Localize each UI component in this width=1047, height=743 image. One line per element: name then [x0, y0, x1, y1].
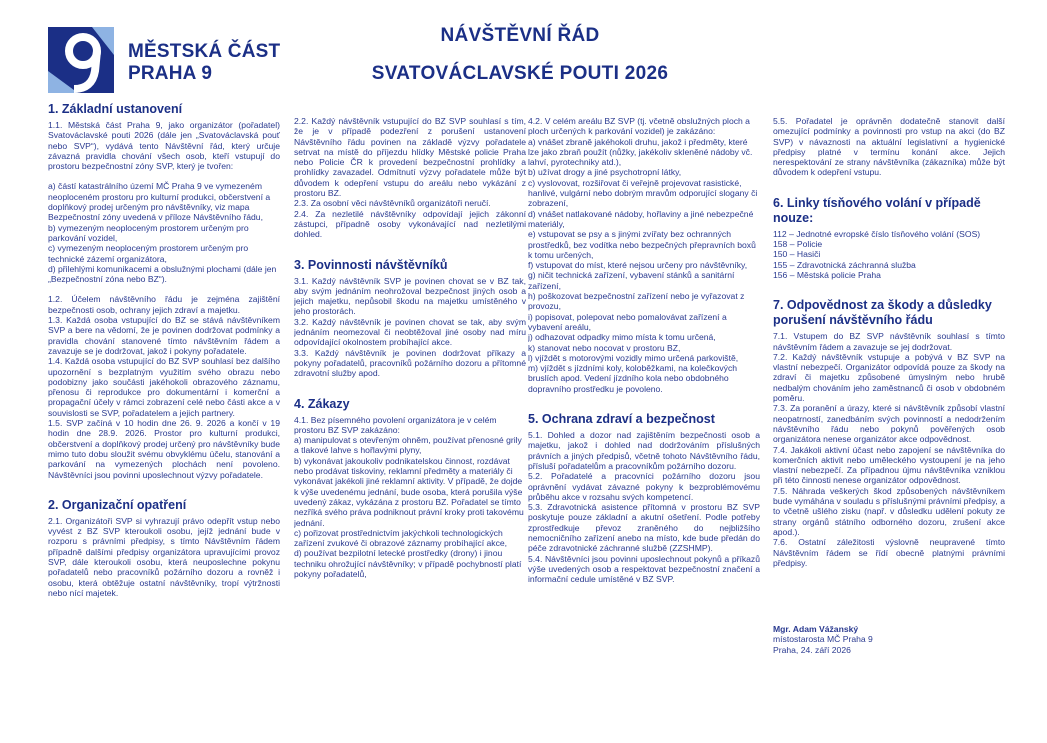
section-5-para-1: 5.1. Dohled a dozor nad zajištěním bezpečnosti osob a majetku, jakož i dohled nad dodržováním příslušných právních a jiných předpisů, včetně tohoto Návštěvního řádu, přísluší pořadatelům a pracovníkům požárního dozoru. 5.2. Pořadatelé a pracovníci požárního dozoru jsou oprávnění vydávat závazné pokyny k bezproblémovému průběhu akce v rozsahu svých kompetencí. 5.3. Zdravotnická asistence přítomná v prostoru BZ SVP poskytuje pouze základní a akutní ošetření. Podle potřeby zprostředkuje převoz zraněného do nejbližšího nemocničního zařízení anebo na místo, kde bude předán do péče zdravotnické záchranné službě (ZZSHMP). 5.4. Návštěvníci jsou povinni uposlechnout pokynů a příkazů výše uvedených osob a respektovat bezpečnostní značení a informační cedule umístěné v BZ SVP. — [528, 430, 760, 585]
logo — [48, 27, 281, 93]
column-2 — [294, 116, 526, 579]
page-title: NÁVŠTĚVNÍ ŘÁD — [440, 25, 600, 46]
section-4-para-2: 4.2. V celém areálu BZ SVP (tj. včetně obslužných ploch a ploch určených k parkování vozidel) je zakázáno: a) vnášet zbraně jakéhokoli druhu, jakož i předměty, které lze jako zbraň použít (nůžky, jakékoliv skleněné nádoby vč. lahví, pyrotechniky atd.), b) užívat drogy a jiné psychotropní látky, c) vyslovovat, rozšiřovat či veřejně projevovat rasistické, hanlivé, vulgární nebo dobrým mravům odporující slogany či zobrazení, d) vnášet natlakované nádoby, hořlaviny a jiné nebezpečné materiály, e) vstupovat se psy a s jinými zvířaty bez ochranných prostředků, bez vodítka nebo bezpečných přepravních boxů k tomu určených, f) vstupovat do míst, které nejsou určeny pro návštěvníky, g) ničit technická zařízení, vybavení stánků a sanitární zařízení, h) poškozovat bezpečnostní zařízení nebo je vyřazovat z provozu, i) popisovat, polepovat nebo pomalovávat zařízení a vybavení areálu, j) odhazovat odpadky mimo místa k tomu určená, k) stanovat nebo nocovat v prostoru BZ, l) vjíždět s motorovými vozidly mimo určená parkoviště, m) vjíždět s jízdními koly, koloběžkami, na kolečkových bruslích apod. Vedení jízdního kola nebo obdobného dopravního prostředku je povoleno. — [528, 116, 758, 394]
section-3-title: 3. Povinnosti návštěvníků — [294, 257, 448, 272]
section-2-para-2: 2.2. Každý návštěvník vstupující do BZ SVP souhlasí s tím, že je v případě podezření z porušení ustanovení Návštěvního řádu povinen na základě výzvy pořadatele setrvat na místě do příjezdu hlídky Městské policie Praha nebo Policie ČR k provedení bezpečnostní prohlídky a prohlídky zavazadel. Odmítnutí výzvy pořadatele může být důvodem k odepření vstupu do areálu nebo vykázání z prostoru BZ. 2.3. Za osobní věci návštěvníků organizátoři neručí. 2.4. Za nezletilé návštěvníky odpovídají jejich zákonní zástupci, případně osoby vykonávající nad nezletilými dohled. — [294, 116, 526, 240]
section-7-para-1: 7.1. Vstupem do BZ SVP návštěvník souhlasí s tímto návštěvním řádem a zavazuje se jej dodržovat. 7.2. Každý návštěvník vstupuje a pobývá v BZ SVP na vlastní nebezpečí. Organizátor odpovídá pouze za škody na zdraví či majetku způsobené úmyslným nebo hrubě nedbalým chováním jeho zaměstnanců či osob v obdobném poměru. 7.3. Za poranění a úrazy, které si návštěvník způsobí vlastní neopatrností, zanedbáním svých povinností a nedodržením návštěvního řádu nebo pokynů pověřených osob organizátora nenese organizátor akce odpovědnost. 7.4. Jakákoli aktivní účast nebo zapojení se návštěvníka do komerčních aktivit nebo uměleckého vystoupení je na jeho vlastní nebezpečí. Za případnou újmu návštěvníka vzniklou při této činnosti nenese organizátor odpovědnost. 7.5. Náhrada veškerých škod způsobených návštěvníkem bude vymáhána v souladu s příslušnými právními předpisy, a to včetně ušlého zisku (např. v důsledku udělení pokuty ze strany orgánů státního odborného dozoru, zrušení akce apod.). 7.6. Ostatní záležitosti výslovně neupravené tímto Návštěvním řádem se řídí obecně platnými právními předpisy. — [773, 331, 1005, 568]
section-2-para-1: 2.1. Organizátoři SVP si vyhrazují právo odepřít vstup nebo vyvést z BZ SVP kteroukoli osobu, jejíž jednání bude v rozporu s právními předpisy, s tímto Návštěvním řádem případně dalšími předpisy organizátora upravujícími provoz SVP, dále kteroukoli osobu, která neuposlechne pokynu pořadatelů nebo pracovníků požárního dozoru a rovněž i osobu, která obtěžuje ostatní návštěvníky, tropí výtržnosti nebo nící majetek. — [48, 515, 280, 598]
section-5-para-2: 5.5. Pořadatel je oprávněn dodatečně stanovit další omezující podmínky a povinnosti pro vstup na akci (do BZ SVP) v návaznosti na aktuální legislativní a hygienické předpisy platné v termínu konání akce. Jejich nerespektování ze strany návštěvníka (zákazníka) může být důvodem k odepření vstupu. — [773, 116, 1005, 178]
signature-name: Mgr. Adam Vážanský — [773, 624, 859, 635]
section-6-title: 6. Linky tísňového volání v případě nouze: — [773, 195, 981, 225]
praha9-logo-mark — [48, 27, 114, 93]
section-1-para-3: 1.2. Účelem návštěvního řádu je zejména zajištění bezpečnosti osob, ochrany jejich zdraví a majetku. 1.3. Každá osoba vstupující do BZ se stává návštěvníkem SVP a bere na vědomí, že je povinen dodržovat podmínky a pravidla chování stanovené tímto návštěvním řádem a zavazuje se je dodržovat, jakož i pokyny pořadatele. 1.4. Každá osoba vstupující do BZ SVP souhlasí bez dalšího upozornění s bezplatným využitím svého obrazu nebo podobizny jako součásti jakéhokoli obrazového záznamu, přenosu či reprodukce pro dokumentární i komerční a propagační účely v rámci zobrazení celé nebo části akce a v souvislosti se SVP, pořadatelem a jejich partnery. 1.5. SVP začíná v 10 hodin dne 26. 9. 2026 a končí v 19 hodin dne 28.9. 2026. Prostor pro kulturní produkci, občerstvení a doplňkový prodej určený pro návštěvníky bude mimo tuto dobu sloužit svému obvyklému účelu, stanování a parkování na vymezených plochách není povoleno. Návštěvníci jsou povinni uposlechnout výzvy pořadatele. — [48, 294, 280, 480]
section-6-para-1: 112 – Jednotné evropské číslo tísňového volání (SOS) 158 – Policie 150 – Hasiči 155 – Zdravotnická záchranná služba 156 – Městská policie Praha — [773, 228, 981, 280]
logo-wordmark — [128, 41, 280, 85]
page-subtitle: SVATOVÁCLAVSKÉ POUTI 2026 — [371, 63, 669, 84]
logo-line2: PRAHA 9 — [128, 63, 213, 84]
section-4-para-1: 4.1. Bez písemného povolení organizátora je v celém prostoru BZ SVP zakázáno: a) manipulovat s otevřeným ohněm, používat přenosné grily a tlakové lahve s hořlavými plyny, b) vykonávat jakoukoliv podnikatelskou činnost, rozdávat nebo prodávat tiskoviny, reklamní předměty a materiály či vykonávat jakékoli jiné reklamní aktivity. V případě, že dojde k výše uvedenému jednání, bude osoba, která porušila výše uvedený zákaz, vykázána z prostoru BZ. Pořadatel se tímto nezříká svého práva podniknout právní kroky proti takovému jednání. c) pořizovat prostřednictvím jakýchkoli technologických zařízení zvukové či obrazové záznamy probíhající akce, d) používat bezpilotní letecké prostředky (drony) i jinou techniku ohrožující návštěvníky; v případě pochybností platí pokyny pořadatelů, — [294, 414, 524, 579]
section-3-para-1: 3.1. Každý návštěvník SVP je povinen chovat se v BZ tak, aby svým jednáním neohrožoval bezpečnost jiných osob a jejich majetku, nepůsobil škodu na majetku umístěného v jeho prostorách. 3.2. Každý návštěvník je povinen chovat se tak, aby svým jednáním neomezoval či neobtěžoval jiné osoby nad míru odpovídající okolnostem probíhající akce. 3.3. Každý návštěvník je povinen dodržovat příkazy a pokyny pořadatelů, pracovníků požárního dozoru a přítomné zdravotní služby apod. — [294, 275, 526, 379]
section-1-title: 1. Základní ustanovení — [48, 102, 183, 116]
column-4 — [773, 116, 1005, 655]
section-7-title: 7. Odpovědnost za škody a důsledky porušení návštěvního řádu — [773, 298, 992, 328]
section-1-para-1: 1.1. Městská část Praha 9, jako organizátor (pořadatel) Svatováclavské pouti 2026 (dále jen „Svatováclavská pouť nebo SVP“), vydává tento Návštěvní řád, který určuje závazná pravidla chování všech osob, kteří vstupují do prostoru bezpečnostní zóny SVP, který je tvořen: — [48, 120, 280, 172]
signature-block — [773, 624, 1005, 655]
logo-line1: MĚSTSKÁ ČÁST — [128, 41, 281, 62]
column-3 — [528, 116, 760, 584]
section-1-para-2: a) částí katastrálního území MČ Praha 9 ve vymezeném neoploceném prostoru pro kulturní produkci, občerstvení a doplňkový prodej určeným pro návštěvníky, viz mapa Bezpečnostní zóny uvedená v příloze Návštěvního řádu, b) vymezeným neoploceným prostorem určeným pro parkování vozidel, c) vymezeným neoploceným prostorem určeným pro technické zázemí organizátora, d) přilehlými komunikacemi a obslužnými plochami (dále jen „Bezpečnostní zóna nebo BZ“). — [48, 181, 277, 285]
signature-role: místostarosta MČ Praha 9 — [773, 634, 873, 645]
section-2-title: 2. Organizační opatření — [48, 497, 187, 512]
section-4-title: 4. Zákazy — [294, 396, 350, 411]
column-1 — [48, 102, 280, 598]
signature-place-date: Praha, 24. září 2026 — [773, 644, 851, 655]
section-5-title: 5. Ochrana zdraví a bezpečnost — [528, 412, 715, 427]
